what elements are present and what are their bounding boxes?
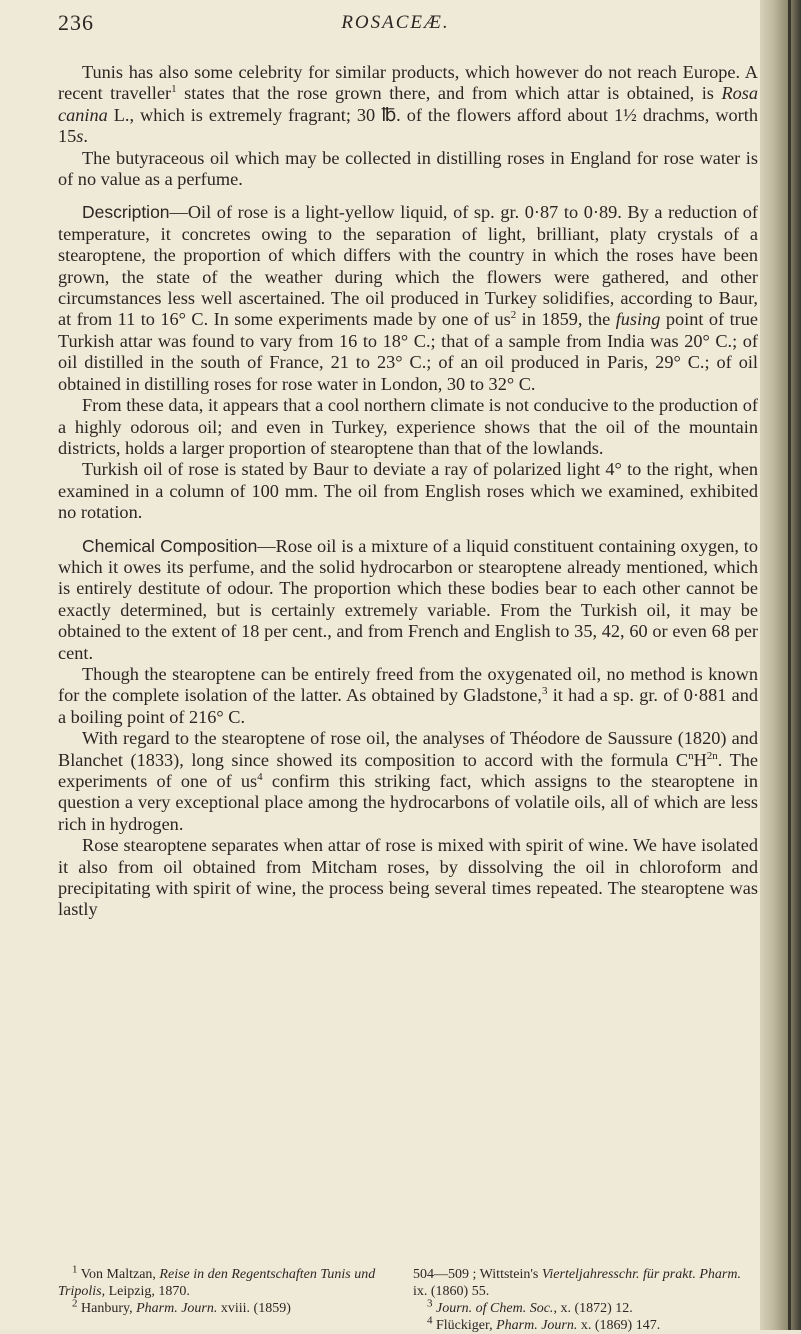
paragraph-gladstone: Though the stearoptene can be entirely freed from the oxygenated oil, no method is known for the complete isolation of the latter. As obtained by Gladstone,$^3$ it had a sp. gr. of 0·881 and a boiling point of 216° C. [58, 663, 758, 727]
paragraph-tunis: Tunis has also some celebrity for similar products, which however do not reach Europe. A recent traveller$^1$ states that the rose grown there, and from which attar is obtained, is Rosa canina L., which is extremely fragrant; 30 ℔. of the flowers afford about 1½ drachms, worth 15s. [58, 62, 759, 147]
footnotes [58, 1263, 758, 1334]
footnote-4: $^4$ Flückiger, Pharm. Journ. x. (1869) 147. [427, 1314, 661, 1333]
paragraph-butyraceous: The butyraceous oil which may be collected in distilling roses in England for rose water is of no value as a perfume. [58, 147, 758, 190]
footnote-2: $^2$ Hanbury, Pharm. Journ. xviii. (1859) [72, 1297, 291, 1316]
footnote-2-continued: 504—509 ; Wittstein's Vierteljahresschr. für prakt. Pharm. ix. (1860) 55. [413, 1267, 741, 1299]
paragraph-saussure: With regard to the stearoptene of rose oil, the analyses of Théodore de Saussure (1820) and Blanchet (1833), long since showed its composition to accord with the formula $C^nH^{2n}$. The experiments of one of $us^4$ confirm this striking fact, which assigns to the stearoptene in question a very exceptional place among the hydrocarbons of volatile oils, all of which are less rich in hydrogen. [58, 728, 759, 834]
page-header [58, 10, 733, 40]
footnotes-right [413, 1266, 758, 1334]
section-chemical-composition: Chemical Composition—Rose oil is a mixture of a liquid constituent containing oxygen, to which it owes its perfume, and the solid hydrocarbon or stearoptene already mentioned, which is entirely destitute of odour. The proportion which these bodies bear to each other cannot be exactly determined, but is certainly extremely variable. From the Turkish oil, it may be obtained to the extent of 18 per cent., and from French and English to 35, 42, 60 or even 68 per cent. [58, 535, 758, 663]
running-title: ROSACEÆ. [341, 12, 450, 33]
main-text [58, 62, 758, 921]
paragraph-polarized: Turkish oil of rose is stated by Baur to deviate a ray of polarized light 4° to the right, when examined in a column of 100 mm. The oil from English roses which we examined, exhibited no rotation. [58, 459, 758, 523]
footnote-1: $^1$ Von Maltzan, Reise in den Regentschaften Tunis und Tripolis, Leipzig, 1870. [58, 1263, 376, 1299]
section-description: Description—Oil of rose is a light-yellow liquid, of sp. gr. 0·87 to 0·89. By a reduction of temperature, it concretes owing to the separation of light, brilliant, platy crystals of a stearoptene, the proportion of which differs with the country in which the roses have been grown, the state of the weather during which the flowers were gathered, and other circumstances less well ascertained. The oil produced in Turkey solidifies, according to Baur, at from 11 to 16° C. In some experiments made by one of $us^2$ in 1859, the fusing point of true Turkish attar was found to vary from 16 to 18° C.; that of a sample from India was 20° C.; of oil distilled in the south of France, 21 to 23° C.; of an oil produced in Paris, 29° C.; of oil obtained in distilling roses for rose water in London, 30 to 32° C. [58, 202, 758, 394]
footnote-3: $^3$ Journ. of Chem. Soc., x. (1872) 12. [427, 1297, 633, 1316]
page-gutter-shadow [760, 0, 801, 1330]
paragraph-climate: From these data, it appears that a cool northern climate is not conducive to the production of a highly odorous oil; and even in Turkey, experience shows that the oil of the mountain districts, holds a larger proportion of stearoptene than that of the lowlands. [58, 395, 758, 458]
heading-description: Description [82, 202, 170, 223]
page-number: 236 [58, 10, 94, 35]
footnotes-left [58, 1263, 403, 1334]
heading-chemical-composition: Chemical Composition [82, 535, 258, 556]
paragraph-stearoptene-wine: Rose stearoptene separates when attar of rose is mixed with spirit of wine. We have isolated it also from oil obtained from Mitcham roses, by dissolving the oil in chloroform and precipitating with spirit of wine, the process being several times repeated. The stearoptene was lastly [58, 835, 758, 920]
